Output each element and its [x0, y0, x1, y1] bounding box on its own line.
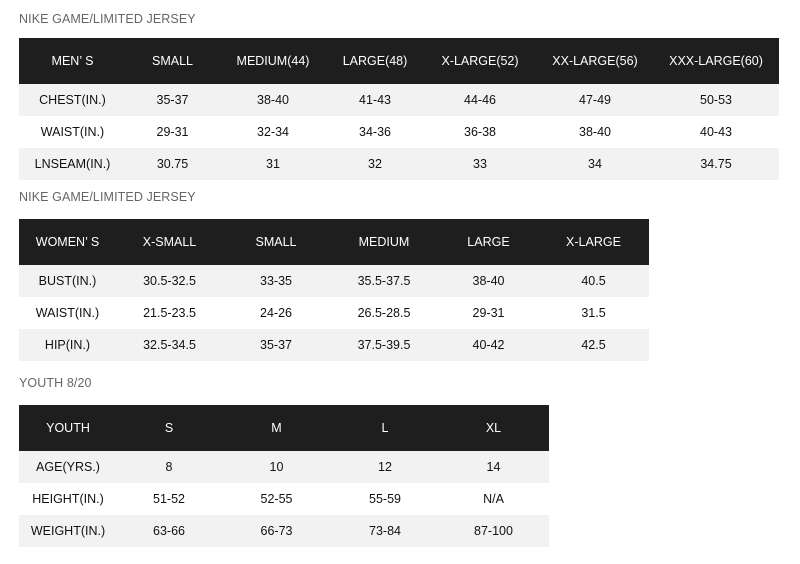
mens-section-title: NIKE GAME/LIMITED JERSEY: [19, 12, 196, 26]
table-cell: 40-43: [700, 125, 732, 139]
table-cell: 50-53: [653, 84, 779, 116]
row-label: HEIGHT(IN.): [32, 492, 104, 506]
table-cell: 38-40: [579, 125, 611, 139]
row-label: WEIGHT(IN.): [19, 515, 117, 547]
table-row: [19, 329, 649, 361]
table-cell: 32: [327, 148, 423, 180]
table-cell: 26.5-28.5: [357, 306, 411, 320]
youth-section-title: YOUTH 8/20: [19, 376, 92, 390]
table-cell: 52-55: [260, 492, 293, 506]
table-cell: 32-34: [257, 125, 289, 139]
table-cell: 41-43: [327, 84, 423, 116]
table-cell: 51-52: [153, 492, 185, 506]
column-header: MEDIUM(44): [219, 38, 327, 84]
column-header: X-SMALL: [116, 219, 223, 265]
column-header: L: [332, 405, 438, 451]
table-cell: 30.5-32.5: [116, 265, 223, 297]
column-header: XL: [438, 405, 549, 451]
table-row: [19, 451, 549, 483]
table-row: [19, 148, 779, 180]
table-cell: 38-40: [219, 84, 327, 116]
table-cell: 24-26: [260, 306, 292, 320]
column-header: X-LARGE: [538, 219, 649, 265]
table-cell: N/A: [483, 492, 504, 506]
table-cell: 35-37: [223, 329, 329, 361]
table-cell: 63-66: [117, 515, 221, 547]
row-label: CHEST(IN.): [19, 84, 126, 116]
mens-size-table: [19, 38, 779, 180]
table-cell: 29-31: [472, 306, 505, 320]
table-cell: 47-49: [537, 84, 653, 116]
table-header-row: [19, 405, 549, 451]
table-row: [19, 116, 779, 148]
table-row: [19, 297, 649, 329]
table-cell: 33-35: [223, 265, 329, 297]
table-cell: 10: [221, 451, 332, 483]
table-cell: 30.75: [126, 148, 219, 180]
table-cell: 34: [537, 148, 653, 180]
table-row: [19, 84, 779, 116]
column-header: S: [117, 405, 221, 451]
row-label: LNSEAM(IN.): [19, 148, 126, 180]
table-cell: 38-40: [439, 265, 538, 297]
row-label: HIP(IN.): [19, 329, 116, 361]
table-cell: 34-36: [359, 125, 391, 139]
table-header-row: [19, 219, 649, 265]
table-cell: 35.5-37.5: [329, 265, 439, 297]
table-cell: 32.5-34.5: [116, 329, 223, 361]
column-header: MEDIUM: [329, 219, 439, 265]
table-cell: 35-37: [126, 84, 219, 116]
table-header-row: [19, 38, 779, 84]
table-row: [19, 265, 649, 297]
column-header: MEN’ S: [19, 38, 126, 84]
youth-size-table: [19, 405, 549, 547]
column-header: LARGE(48): [327, 38, 423, 84]
table-cell: 34.75: [653, 148, 779, 180]
table-cell: 40.5: [538, 265, 649, 297]
table-cell: 31: [219, 148, 327, 180]
table-cell: 14: [438, 451, 549, 483]
table-cell: 44-46: [423, 84, 537, 116]
row-label: WAIST(IN.): [35, 306, 100, 320]
table-cell: 42.5: [538, 329, 649, 361]
table-row: [19, 515, 549, 547]
table-cell: 66-73: [221, 515, 332, 547]
table-cell: 33: [423, 148, 537, 180]
row-label: WAIST(IN.): [40, 125, 105, 139]
table-cell: 37.5-39.5: [329, 329, 439, 361]
column-header: XXX-LARGE(60): [653, 38, 779, 84]
table-cell: 21.5-23.5: [143, 306, 196, 320]
table-cell: 55-59: [369, 492, 401, 506]
womens-size-table: [19, 219, 649, 361]
column-header: LARGE: [439, 219, 538, 265]
row-label: AGE(YRS.): [19, 451, 117, 483]
table-cell: 12: [332, 451, 438, 483]
table-cell: 87-100: [438, 515, 549, 547]
column-header: X-LARGE(52): [423, 38, 537, 84]
table-cell: 36-38: [464, 125, 496, 139]
table-cell: 40-42: [439, 329, 538, 361]
table-cell: 29-31: [156, 125, 189, 139]
column-header: M: [221, 405, 332, 451]
row-label: BUST(IN.): [19, 265, 116, 297]
column-header: SMALL: [126, 38, 219, 84]
column-header: XX-LARGE(56): [537, 38, 653, 84]
table-row: [19, 483, 549, 515]
table-cell: 31.5: [581, 306, 606, 320]
table-cell: 73-84: [332, 515, 438, 547]
womens-section-title: NIKE GAME/LIMITED JERSEY: [19, 190, 196, 204]
column-header: SMALL: [223, 219, 329, 265]
column-header: YOUTH: [19, 405, 117, 451]
table-cell: 8: [117, 451, 221, 483]
column-header: WOMEN’ S: [19, 219, 116, 265]
